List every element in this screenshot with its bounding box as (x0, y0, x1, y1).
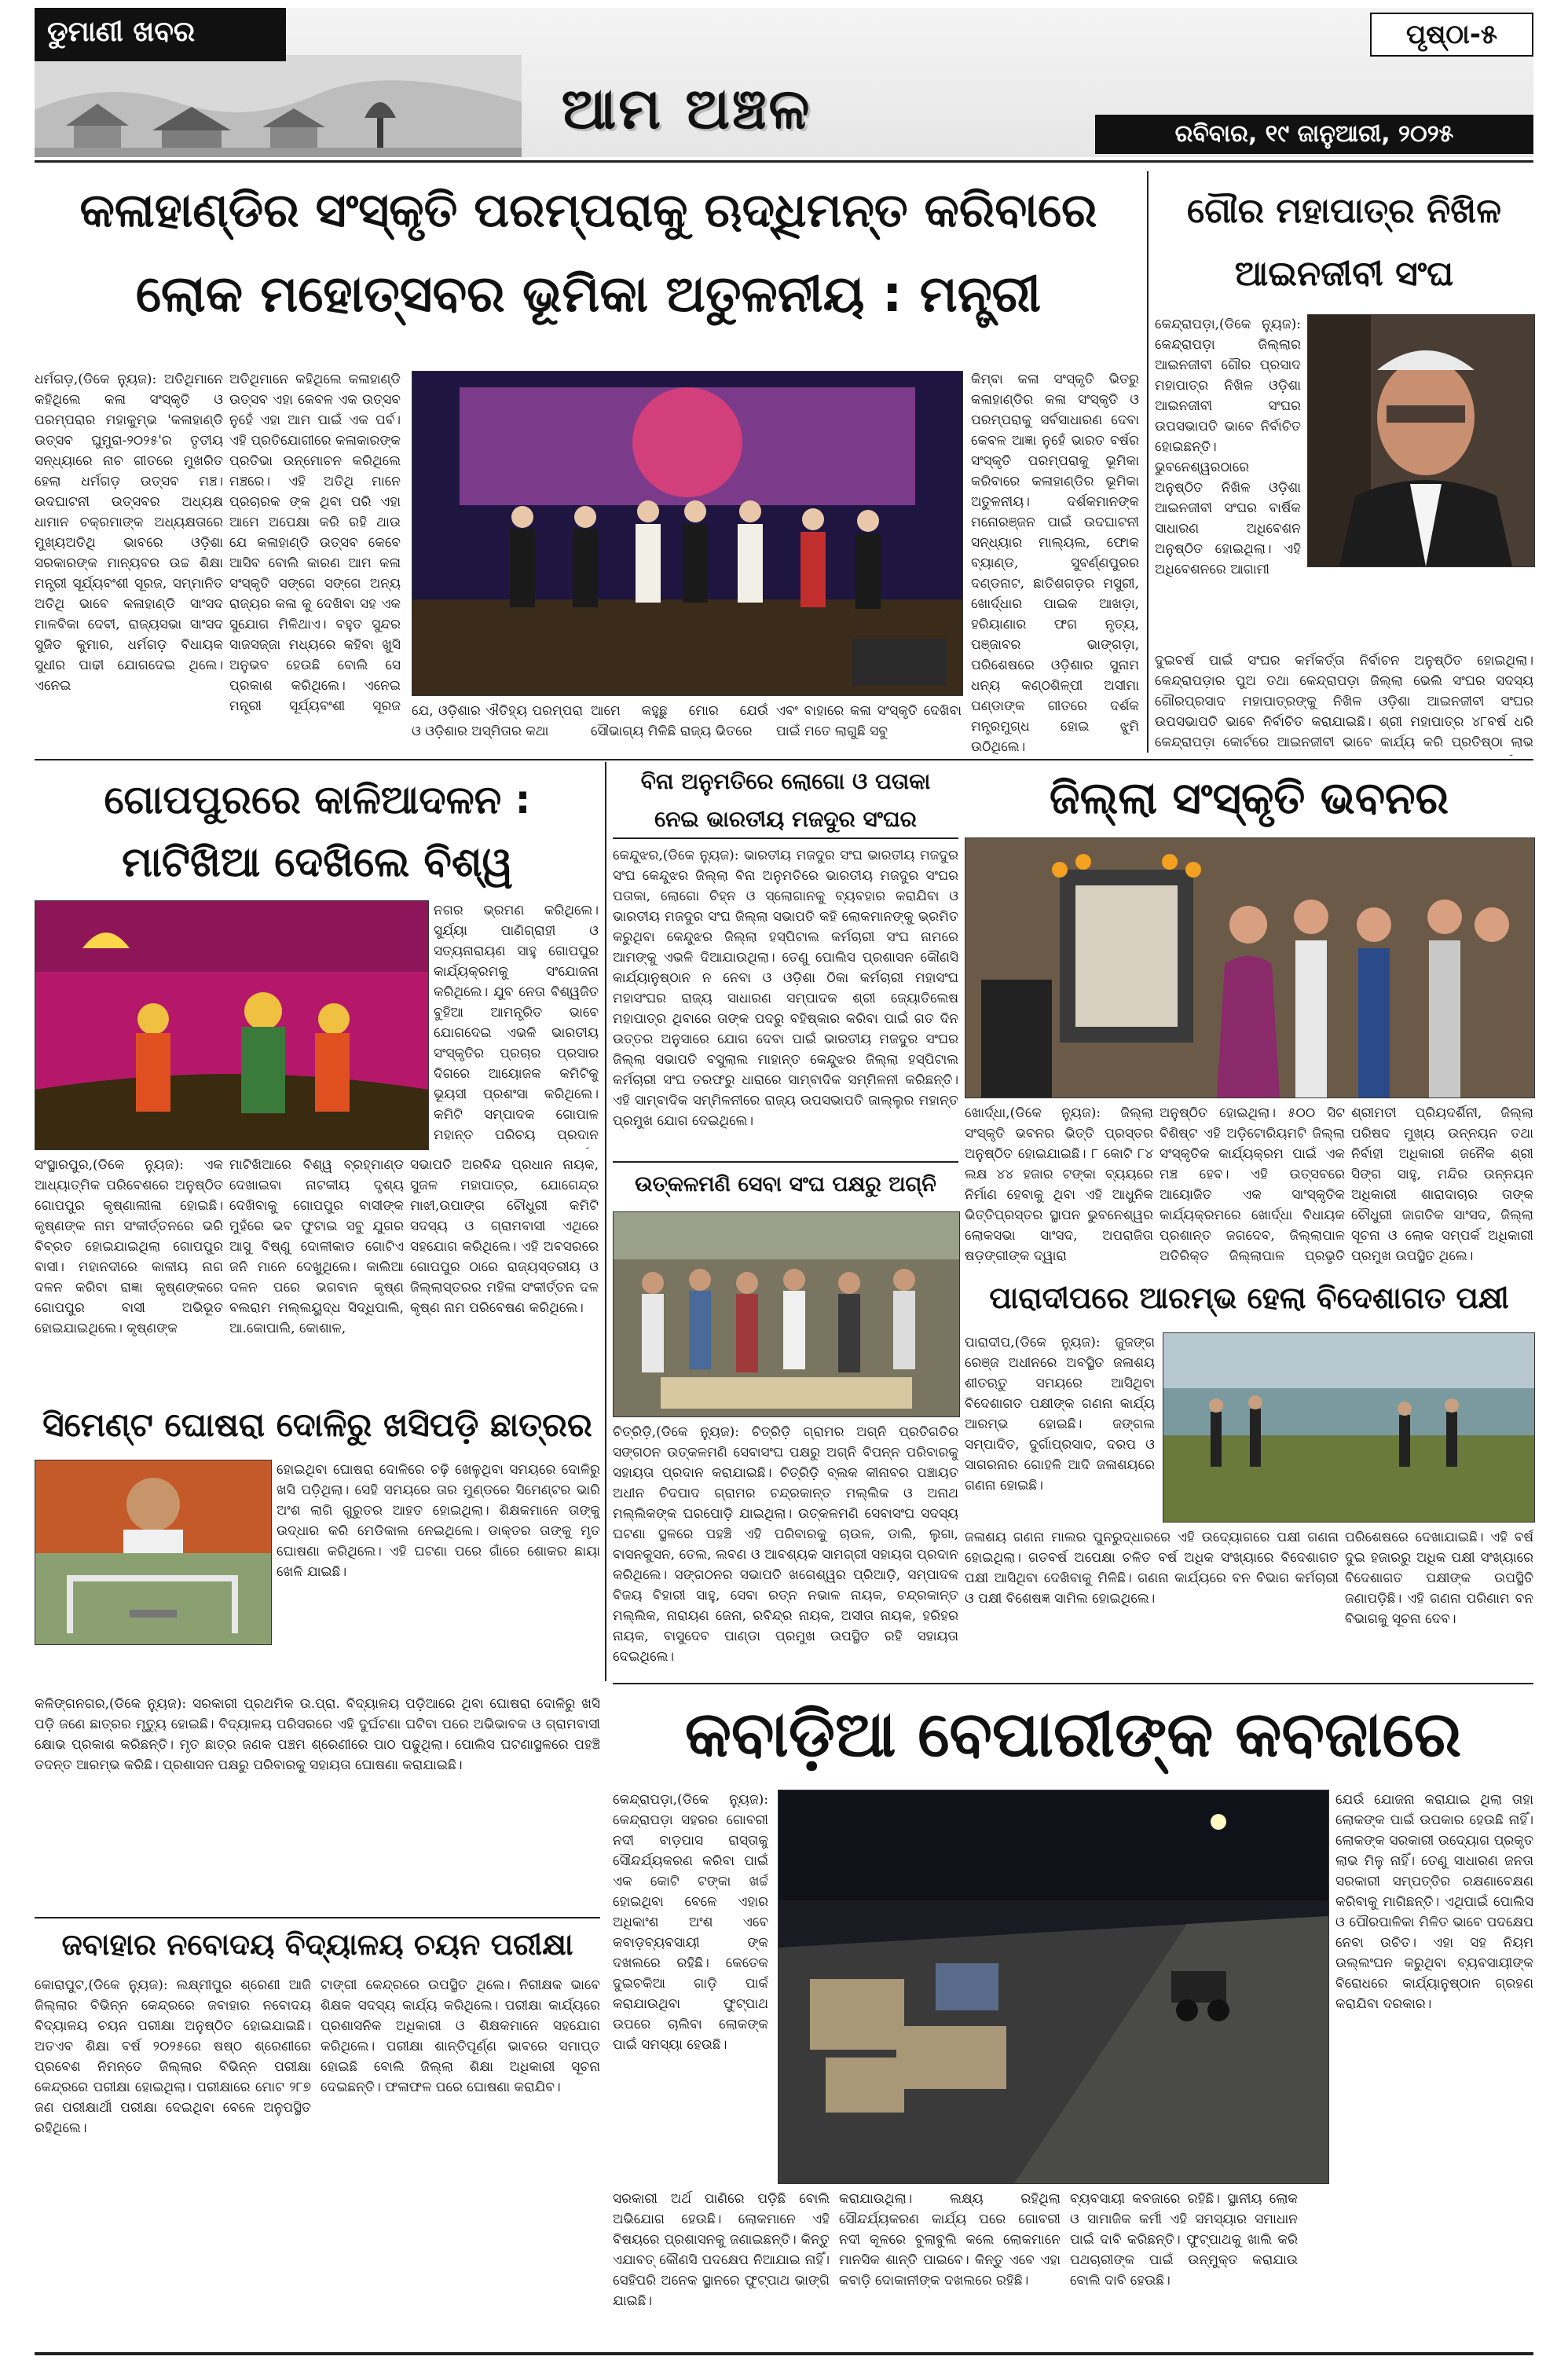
sanskruti-ceremony-photo (965, 837, 1535, 1098)
paradip-headline: ପାରାଦୀପରେ ଆରମ୍ଭ ହେଲା ବିଦେଶାଗତ ପକ୍ଷୀ (989, 1281, 1509, 1315)
navodaya-body-col1: କୋରାପୁଟ,(ଡିକେ ନ୍ୟୁଜ): ଲକ୍ଷ୍ମୀପୁର ଶ୍ରେଣୀ ଆଜି ଜିଲ୍ଲାର ବିଭିନ୍ନ କେନ୍ଦ୍ରରେ ଜବାହାର ନବୋଦୟ ବିଦ୍ୟାଳୟ ଚୟନ ପରୀକ୍ଷା ଅନୁଷ୍ଠିତ ହୋଇଯାଇଛି। ଅତଏବ ଶିକ୍ଷା ବର୍ଷ ୨୦୨୫ରେ ଷଷ୍ଠ ଶ୍ରେଣୀରେ ପ୍ରବେଶ ନିମନ୍ତେ ଜିଲ୍ଲାର ବିଭିନ୍ନ ପରୀକ୍ଷା କେନ୍ଦ୍ରରେ ପରୀକ୍ଷା ହୋଇଥିଲା। ପରୀକ୍ଷାରେ ମୋଟ ୨୮୭ ଜଣ ପରୀକ୍ଷାର୍ଥୀ ପରୀକ୍ଷା ଦେଇଥିବା ବେଳେ ଅନୁପସ୍ଥିତ ରହିଥିଲେ। (35, 1977, 311, 2136)
sanskruti-body-col3: ଶ୍ରୀମତୀ ପ୍ରିୟଦର୍ଶିନୀ, ଜିଲ୍ଲା ପରିଷଦ ମୁଖ୍ୟ ଉନ୍ନୟନ ତଥା ନିର୍ବାହୀ ଅଧିକାରୀ ଜନୈକ ଶ୍ରୀ ସିଙ୍ଗ ସାହୁ, ମନ୍ଦିର ଉନ୍ନୟନ ଅଧିକାରୀ ଶାରାଦାଚାର ତାଙ୍କ ଚୌଧୁରୀ ଜାଗତିକ ସାଂସଦ, ଜିଲ୍ଲା ସୂଚନା ଓ ଲୋକ ସମ୍ପର୍କ ଅଧିକାରୀ ପ୍ରମୁଖ ଉପସ୍ଥିତ ଥିଲେ। (1351, 1105, 1533, 1264)
gour-headline-line2: ଆଇନଜୀବୀ ସଂଘ (1234, 254, 1454, 294)
gour-headline-line1: ଗୌର ମହାପାତ୍ର ନିଖିଳ (1187, 191, 1501, 231)
paradip-birdcount-photo (1163, 1332, 1535, 1523)
masthead (35, 8, 1533, 157)
lead-headline-line2: ଲୋକ ମହୋତ୍ସବର ଭୂମିକା ଅତୁଳନୀୟ : ମନ୍ତ୍ରୀ (135, 266, 1042, 324)
paradip-body-right: ପରିଶେଷରେ ଦେଖାଯାଇଛି। ଏହି ବର୍ଷ ଦୁଇ ହଜାରରୁ ଅଧିକ ପକ୍ଷୀ ସଂଖ୍ୟାରେ ବିଦେଶାଗତ ପକ୍ଷୀଙ୍କ ଉପସ୍ଥିତି ଜଣାପଡ଼ିଛି। ଏହି ଗଣନା ପରିଣାମ ବନ ବିଭାଗକୁ ସୂଚନା ଦେବ। (1345, 1530, 1533, 1627)
logo-headline-line2: ନେଇ ଭାରତୀୟ ମଜଦୁର ସଂଘର (613, 801, 958, 839)
paradip-body-bottom: ଜଳାଶୟ ଗଣନା ମାଲର ପୁନରୁଦ୍ଧାରରେ ଏହି ଉଦ୍ୟୋଗରେ ପକ୍ଷୀ ଗଣନା ହୋଇଥିଲା। ଗତବର୍ଷ ଅପେକ୍ଷା ଚଳିତ ବର୍ଷ ଅଧିକ ସଂଖ୍ୟାରେ ବିଦେଶାଗତ ପକ୍ଷୀ ଆସିଥିବା ଦେଖିବାକୁ ମିଳିଛି। ଗଣନା କାର୍ଯ୍ୟରେ ବନ ବିଭାଗ କର୍ମଚାରୀ ଓ ପକ୍ଷୀ ବିଶେଷଜ୍ଞ ସାମିଲ ହୋଇଥିଲେ। (965, 1530, 1339, 1607)
gopapur-headline-line1: ଗୋପପୁରରେ କାଳିଆଦଳନ : (104, 777, 531, 823)
student-photos (35, 1460, 272, 1645)
footpath-body-col2: ସରକାରୀ ଅର୍ଥ ପାଣିରେ ପଡ଼ିଛି ବୋଲି ଅଭିଯୋଗ ହେଉଛି। ଲୋକମାନେ ଏହି ବିଷୟରେ ପ୍ରଶାସନକୁ ଜଣାଇଛନ୍ତି। କିନ୍ତୁ ଏଯାବତ୍ କୌଣସି ପଦକ୍ଷେପ ନିଆଯାଇ ନାହିଁ। ସେହିପରି ଅନେକ ସ୍ଥାନରେ ଫୁଟ୍‌ପାଥ ଭାଙ୍ଗି ଯାଇଛି। (613, 2191, 830, 2309)
gopapur-performance-photo (35, 900, 429, 1150)
lead-event-photo (412, 371, 963, 696)
issue-date: ରବିବାର, ୧୯ ଜାନୁଆରୀ, ୨୦୨୫ (1095, 115, 1533, 154)
lead-body-col2: ଅତିଥିମାନେ କହିଥିଲେ କଳାହାଣ୍ଡି ଉତ୍ସବ ଏହା କେବଳ ଏକ ଉତ୍ସବ ନୁହେଁ ଏହା ଆମ ପାଇଁ ଏକ ପର୍ବ। ଏହି ପ୍ରତିଯୋଗୀରେ କଳାକାରଙ୍କ ପ୍ରତିଭା ଉନ୍ମୋଚନ କରିଥିଲେ ମଞ୍ଚରେ। ଏହି ଅତିଥି ମାନେ ପ୍ରଚାରକ ଙ୍କ ଥିବା ପରି ଏହା ଆମେ ଅପେକ୍ଷା କରି ରହି ଥାଉ ଯେ କଳାହାଣ୍ଡି ଉତ୍ସବ କେବେ ଆସିବ ବୋଲି କାରଣ ଆମ କଳା ସଂସ୍କୃତି ସଙ୍ଗେ ସଙ୍ଗେ ଅନ୍ୟ ରାଜ୍ୟର କଳା କୁ ଦେଖିବା ସହ ଏକ ସୁଯୋଗ ମିଳିଥାଏ। ବହୁତ ସୁନ୍ଦର ସାଜସଜ୍ଜା ମଧ୍ୟରେ କହିବା ଖୁସି ଅନୁଭବ ହେଉଛି ବୋଲି ସେ ପ୍ରକାଶ କରିଥିଲେ। ଏନେଇ ମନ୍ତ୍ରୀ ସୂର୍ଯ୍ୟବଂଶୀ ସୂରଜ (229, 372, 401, 714)
gour-body-col1: କେନ୍ଦ୍ରାପଡ଼ା,(ଡିକେ ନ୍ୟୁଜ): କେନ୍ଦ୍ରାପଡ଼ା ଜିଲ୍ଲାର ଆଇନଜୀବୀ ଗୌର ପ୍ରସାଦ ମହାପାତ୍ର ନିଖିଳ ଓଡ଼ିଶା ଆଇନଜୀବୀ ସଂଘର ଉପସଭାପତି ଭାବେ ନିର୍ବାଚିତ ହୋଇଛନ୍ତି। ଭୁବନେଶ୍ୱରଠାରେ ଅନୁଷ୍ଠିତ ନିଖିଳ ଓଡ଼ିଶା ଆଇନଜୀବୀ ସଂଘର ବାର୍ଷିକ ସାଧାରଣ ଅଧିବେଶନ ଅନୁଷ୍ଠିତ ହୋଇଥିଲା। ଏହି ଅଧିବେଶନରେ ଆଗାମୀ (1155, 317, 1301, 577)
utkalamani-body: ଚିତ୍ରିଡ଼ି,(ଡିକେ ନ୍ୟୁଜ): ଚିତ୍ରିଡ଼ି ଗ୍ରାମର ଅଗ୍ନି ପ୍ରତିଗତିର ସଙ୍ଗଠନ ଉତ୍କଳମଣି ସେବାସଂଘ ପକ୍ଷରୁ ଅଗ୍ନି ବିପନ୍ନ ପରିବାରକୁ ସହାୟତା ପ୍ରଦାନ କରାଯାଇଛି। ଚିତ୍ରିଡ଼ି ବ୍ଲକ କୀନାବର ପଞ୍ଚାୟତ ଅଧୀନ ଚିଦପାଦ ଗ୍ରାମର ଚନ୍ଦ୍ରକାନ୍ତ ମଲ୍ଲିକ ଓ ଅନାଥ ମଲ୍ଲିକଙ୍କ ଘରପୋଡ଼ି ଯାଇଥିଲା। ଉତ୍କଳମଣି ସେବାସଂଘ ସଦସ୍ୟ ଘଟଣା ସ୍ଥଳରେ ପହଞ୍ଚି ଏହି ପରିବାରକୁ ଚାଉଳ, ଡାଲି, ଲୁଗା, ବାସନକୁସନ, ତେଲ, ଲବଣ ଓ ଆବଶ୍ୟକ ସାମଗ୍ରୀ ସହାୟତା ପ୍ରଦାନ କରିଥିଲେ। ସଙ୍ଗଠନର ସଭାପତି ଖଗେଶ୍ୱର ପ୍ରିଆଡ଼ି, ସମ୍ପାଦକ ବିଜୟ ବିହାରୀ ସାହୁ, ସେବା ରତ୍ନ ନଭାଳ ନାୟକ, ଚନ୍ଦ୍ରକାନ୍ତ ମଲ୍ଲିକ, ନାରାୟଣ ଜେନା, ରବିନ୍ଦ୍ର ନାୟକ, ଅସୀତା ନାୟକ, ହରିହର ନାୟକ, ବାସୁଦେବ ପାଣ୍ଡା ପ୍ରମୁଖ ଉପସ୍ଥିତ ରହି ସହାୟତା ଦେଇଥିଲେ। (613, 1424, 958, 1665)
village-illustration (35, 55, 522, 157)
page-bottom-rule (35, 2352, 1533, 2355)
logo-body: କେନ୍ଦୁଝର,(ଡିକେ ନ୍ୟୁଜ): ଭାରତୀୟ ମଜଦୁର ସଂଘ ଭାରତୀୟ ମଜଦୁର ସଂଘ କେନ୍ଦୁଝର ଜିଲ୍ଲା ବିନା ଅନୁମତିରେ ଭାରତୀୟ ମଜଦୁର ସଂଘର ପତାକା, ଲୋଗୋ ଚିହ୍ନ ଓ ସ୍ଲୋଗାନକୁ ବ୍ୟବହାର କରାଯିବା ଓ ଭାରତୀୟ ମଜଦୁର ସଂଘ ଜିଲ୍ଲା ସଭାପତି କହି ଲୋକମାନଙ୍କୁ ଭ୍ରମିତ କରୁଥିବା କେନ୍ଦୁଝର ଜିଲ୍ଲା ହସ୍ପିଟାଲ କର୍ମଚାରୀ ସଂଘ ନାମରେ ଆମଙ୍କୁ ଏଭଳି ଦିଆଯାଉଥିଲା। ତେଣୁ ପୋଲିସ ପ୍ରଶାସନ କୌଣସି କାର୍ଯ୍ୟାନୁଷ୍ଠାନ ନ ନେବା ଓ ଓଡ଼ିଶା ଠିକା କର୍ମଚାରୀ ମହାସଂଘ ମହାସଂଘର ରାଜ୍ୟ ସାଧାରଣ ସମ୍ପାଦକ ଶ୍ରୀ ଜ୍ୟୋତିଲେଷ ମହାପାତ୍ର ଥିବାରେ ତାଙ୍କ ପଦରୁ ବହିଷ୍କାର କରିବା ପାଇଁ ଗତ ଦିନ ଉତ୍ତର ଅନୁସାରେ ଯୋଗ ଦେବା ପାଇଁ ଭାରତୀୟ ମଜଦୁର ସଂଘର ଜିଲ୍ଲା ସଭାପତି ବସୁଲାଲ ମାହାନ୍ତ କେନ୍ଦୁଝର ଜିଲ୍ଲା ହସ୍ପିଟାଲ କର୍ମଚାରୀ ସଂଘ ତରଫରୁ ଧାରାରେ ସାମ୍ବାଦିକ ସମ୍ମିଳନୀ କରିଛନ୍ତି। ଏହି ସାମ୍ବାଦିକ ସମ୍ମିଳନୀରେ ରାଜ୍ୟ ଉପସଭାପତି ଜାଲ୍ଲୁର ମହାନ୍ତ ପ୍ରମୁଖ ଯୋଗ ଦେଇଥିଲେ। (613, 848, 958, 1129)
lead-caption-mid: ଆମେ କହୁଛୁ ମୋର ଯେଉଁ ସୌଭାଗ୍ୟ ମିଳିଛି ରାଜ୍ୟ ଭିତରେ (591, 703, 768, 739)
gopapur-body-col1: ସଂସ୍ଥାରପୁର,(ଡିକେ ନ୍ୟୁଜ): ଏକ ଆଧ୍ୟାତ୍ମିକ ପରିବେଶରେ ଅନୁଷ୍ଠିତ ଗୋପପୁର କୃଷ୍ଣାଲୀଳା ହୋଇଛି। କୃଷ୍ଣଙ୍କ ନାମ ସଂକୀର୍ତ୍ତନରେ ଭରି ବିବ୍ରତ ହୋଇଯାଇଥିଲା ଗୋପପୁର ବାସୀ। ମହାନଦୀରେ କାଳୀୟ ନାଗ ଦଳନ କରିବା ରାଜ୍ଞା କୃଷ୍ଣଙ୍କରେ ଗୋପପୁର ବାସୀ ଅଭିଭୂତ ହୋଇଯାଇଥିଲେ। କୃଷ୍ଣଙ୍କ (35, 1157, 223, 1336)
footpath-body-right: ଯେଉଁ ଯୋଜନା କରାଯାଇ ଥିଲା ତାହା ଲୋକଙ୍କ ପାଇଁ ଉପକାର ହେଉଛି ନାହିଁ। ଲୋକଙ୍କ ସରକାରୀ ଉଦ୍ୟୋଗ ପ୍ରକୃତ ଲାଭ ମିଳୁ ନାହିଁ। ତେଣୁ ସାଧାରଣ ଜନତା ସରକାରୀ ସମ୍ପତ୍ତିର ରକ୍ଷଣାବେକ୍ଷଣ କରିବାକୁ ମାଗିଛନ୍ତି। ଏଥିପାଇଁ ପୋଲିସ ଓ ପୌରପାଳିକା ମିଳିତ ଭାବେ ପଦକ୍ଷେପ ନେବା ଉଚିତ। ଏହା ସହ ନିୟମ ଉଲ୍ଲଂଘନ କରୁଥିବା ବ୍ୟବସାୟୀଙ୍କ ବିରୋଧରେ କାର୍ଯ୍ୟାନୁଷ୍ଠାନ ଗ୍ରହଣ କରାଯିବା ଦରକାର। (1335, 1792, 1533, 2012)
navodaya-headline: ଜବାହାର ନବୋଦୟ ବିଦ୍ୟାଳୟ ଚୟନ ପରୀକ୍ଷା (35, 1917, 600, 1970)
section-rule (35, 759, 1533, 760)
student-body-top: ହୋଇଥିବା ଘୋଷରା ଦୋଳିରେ ଚଢ଼ି ଖେଳୁଥିବା ସମୟରେ ଦୋଳିରୁ ଖସି ପଡ଼ିଥିଲା। ସେହି ସମୟରେ ତାର ମୁଣ୍ଡରେ ସିମେଣ୍ଟର ଭାରି ଅଂଶ ଲାଗି ଗୁରୁତର ଆହତ ହୋଇଥିଲା। ଶିକ୍ଷକମାନେ ତାଙ୍କୁ ଉଦ୍ଧାର କରି ମେଡିକାଲ ନେଇଥିଲେ। ଡାକ୍ତର ତାଙ୍କୁ ମୃତ ଘୋଷଣା କରିଥିଲେ। ଏହି ଘଟଣା ପରେ ଗାଁରେ ଶୋକର ଛାୟା ଖେଳି ଯାଇଛି। (277, 1462, 600, 1580)
student-body-bottom: କଳିଙ୍ଗନଗର,(ଡିକେ ନ୍ୟୁଜ): ସରକାରୀ ପ୍ରଥମିକ ଉ.ପ୍ରା. ବିଦ୍ୟାଳୟ ପଡ଼ିଆରେ ଥିବା ଘୋଷରା ଦୋଳିରୁ ଖସି ପଡ଼ି ଜଣେ ଛାତ୍ରର ମୃତ୍ୟୁ ହୋଇଛି। ବିଦ୍ୟାଳୟ ପରିସରରେ ଏହି ଦୁର୍ଘଟଣା ଘଟିବା ପରେ ଅଭିଭାବକ ଓ ଗ୍ରାମବାସୀ କ୍ଷୋଭ ପ୍ରକାଶ କରିଛନ୍ତି। ମୃତ ଛାତ୍ର ଜଣକ ପଞ୍ଚମ ଶ୍ରେଣୀରେ ପାଠ ପଢୁଥିଲା। ପୋଲିସ ଘଟଣାସ୍ଥଳରେ ପହଞ୍ଚି ତଦନ୍ତ ଆରମ୍ଭ କରିଛି। ପ୍ରଶାସନ ପକ୍ଷରୁ ପରିବାରକୁ ସହାୟତା ଘୋଷଣା କରାଯାଇଛି। (35, 1696, 600, 1773)
gopapur-headline-line2: ମାଟିଖିଆ ଦେଖିଲେ ବିଶ୍ୱ (122, 839, 513, 886)
lead-caption-left: ଯେ, ଓଡ଼ିଶାର ଐତିହ୍ୟ ପରମ୍ପରା ଓ ଓଡ଼ିଶାର ଅସ୍ମିତାର କଥା (412, 703, 583, 739)
gopapur-body-col2: ମାଟିଖିଆରେ ବିଶ୍ୱ ବ୍ରହ୍ମାଣ୍ଡ ଦେଖାଇବା ନାଟକୀୟ ଦୃଶ୍ୟ ଦେଖିବାକୁ ଗୋପପୁର ବାସୀଙ୍କ ମୁହଁରେ ଭବ ଫୁଟାଇ ସବୁ ଯୁଗର ଆସୁ ବିଷ୍ଣୁ ଦୋଳୀକାଡ ଗୋଟିଏ ଜନି ମାନେ ଦେଖୁଥିଲେ। କାଲିଆ ଦଳନ ପରେ ଭଗବାନ କୃଷ୍ଣ ବଲରାମ ମଲ୍ଲୟୁଦ୍ଧ ସିଦ୍ଧିପାଲି, ଆ.କୋପାଲି, କୋଶାଳ, (229, 1157, 404, 1336)
lead-body-col3: କିମ୍ବା କଳା ସଂସ୍କୃତି ଭିତରୁ କଳାହାଣ୍ଡିର କଳା ସଂସ୍କୃତି ଓ ପରମ୍ପରାକୁ ସର୍ବସାଧାରଣ ଦେବା କେବଳ ଆଜ୍ଞା ନୁହେଁ ଭାରତ ବର୍ଷର ସଂସ୍କୃତି ପରମ୍ପରାକୁ ଭୂମିକା କରିବାରେ କଳାହାଣ୍ଡିର ଭୂମିକା ଅତୁଳନୀୟ। ଦର୍ଶକମାନଙ୍କ ମନୋରଞ୍ଜନ ପାଇଁ ଉଦଘାଟନୀ ସନ୍ଧ୍ୟାର ମାଲ୍ୟଲ, ଫୋକ ବ୍ୟାଣ୍ଡ, ସୁବର୍ଣ୍ଣପୁରର ଦଣ୍ଡନାଟ, ଛାତିଶଗଡ଼ର ମସୁରୀ, ଖୋର୍ଦ୍ଧାର ପାଇକ ଆଖଡ଼ା, ହରିୟାଣାର ଫଗ ନୃତ୍ୟ, ପଞ୍ଜାବର ଭାଙ୍ଗଡ଼ା, ପରିଶେଷରେ ଓଡ଼ିଶାର ସୁନାମ ଧନ୍ୟ କଣ୍ଠଶିଳ୍ପୀ ଅସୀମା ପଣ୍ଡାଙ୍କ ଗୀତରେ ଦର୍ଶକ ମନ୍ତ୍ରମୁଗ୍ଧ ହୋଇ ଝୁମି ଉଠିଥିଲେ। (971, 372, 1139, 754)
footpath-body-col1: କେନ୍ଦ୍ରାପଡ଼ା,(ଡିକେ ନ୍ୟୁଜ): କେନ୍ଦ୍ରାପଡ଼ା ସହରର ଗୋବରୀ ନଦୀ ବାଡ଼ପାସ ରାସ୍ତାକୁ ସୌନ୍ଦର୍ଯ୍ୟକରଣ କରିବା ପାଇଁ ଏକ କୋଟି ଟଙ୍କା ଖର୍ଚ୍ଚ ହୋଇଥିବା ବେଳେ ଏହାର ଅଧିକାଂଶ ଅଂଶ ଏବେ କବାଡ଼ବ୍ୟବସାୟୀ ଙ୍କ ଦଖଲରେ ରହିଛି। କେତେକ ଦୁଇଚକିଆ ଗାଡ଼ି ପାର୍କ କରାଯାଉଥିବା ଫୁଟ୍‌ପାଥ ଉପରେ ଚାଲିବା ଲୋକଙ୍କ ପାଇଁ ସମସ୍ୟା ହେଉଛି। (613, 1792, 768, 2053)
masthead-rule (35, 160, 1533, 163)
column-rule (1147, 171, 1149, 753)
gopapur-body-right: ନଗର ଭ୍ରମଣ କରିଥିଲେ। ସୁର୍ଯ୍ୟା ପାଣିଗ୍ରାହୀ ଓ ସତ୍ୟନାରାୟଣ ସାହୁ ଗୋପପୁର କାର୍ଯ୍ୟକ୍ରମକୁ ସଂଯୋଜନା କରିଥିଲେ। ଯୁବ ନେତା ବିଶ୍ୱଜିତ ବୁହିଆ ଆମନ୍ତ୍ରିତ ଭାବେ ଯୋଗଦେଇ ଏଭଳି ଭାରତୀୟ ସଂସ୍କୃତିର ପ୍ରଚାର ପ୍ରସାର ଦିଗରେ ଆୟୋଜକ କମିଟିକୁ ଭୂୟସୀ ପ୍ରଶଂସା କରିଥିଲେ। କମିଟି ସମ୍ପାଦକ ଗୋପାଳ ମହାନ୍ତ ପରିଚୟ ପ୍ରଦାନ (434, 903, 599, 1143)
footpath-body-col4: ବ୍ୟବସାୟୀ କବଜାରେ ରହିଛି। ସ୍ଥାନୀୟ ଲୋକ ଓ ସାମାଜିକ କର୍ମୀ ଏହି ସମସ୍ୟାର ସମାଧାନ ପାଇଁ ଦାବି କରିଛନ୍ତି। ଫୁଟ୍‌ପାଥକୁ ଖାଲି କରି ପଥଚାରୀଙ୍କ ପାଇଁ ଉନ୍ମୁକ୍ତ କରାଯାଉ ବୋଲି ଦାବି ହେଉଛି। (1070, 2191, 1298, 2289)
section-title: ଆମ ଅଞ୍ଚଳ (561, 75, 812, 141)
footpath-body-col3: କରାଯାଉଥିଲା। ଲକ୍ଷ୍ୟ ରହିଥିଲା ସୌନ୍ଦର୍ଯ୍ୟକରଣ କାର୍ଯ୍ୟ ପରେ ଗୋବରୀ ନଦୀ କୂଳରେ ବୁଲାବୁଲି କଲେ ଲୋକମାନେ ମାନସିକ ଶାନ୍ତି ପାଇବେ। କିନ୍ତୁ ଏବେ ଏହା କବାଡ଼ି ଦୋକାନୀଙ୍କ ଦଖଲରେ ରହିଛି। (839, 2191, 1061, 2289)
navodaya-body-col2: ଟାଙ୍ଗୀ କେନ୍ଦ୍ରରେ ଉପସ୍ଥିତ ଥିଲେ। ନିରୀକ୍ଷକ ଭାବେ ଶିକ୍ଷକ ସଦସ୍ୟ କାର୍ଯ୍ୟ କରିଥିଲେ। ପରୀକ୍ଷା କାର୍ଯ୍ୟରେ ପ୍ରଶାସନିକ ଅଧିକାରୀ ଓ ଶିକ୍ଷକମାନେ ସହଯୋଗ କରିଥିଲେ। ପରୀକ୍ଷା ଶାନ୍ତିପୂର୍ଣ୍ଣ ଭାବରେ ସମାପ୍ତ ହୋଇଛି ବୋଲି ଜିଲ୍ଲା ଶିକ୍ଷା ଅଧିକାରୀ ସୂଚନା ଦେଇଛନ୍ତି। ଫଳାଫଳ ପରେ ଘୋଷଣା କରାଯିବ। (321, 1977, 600, 2095)
sanskruti-body-col2: ଅନୁଷ୍ଠିତ ହୋଇଥିଲା। ୫୦୦ ସିଟ ବିଶିଷ୍ଟ ଏହି ଅଡ଼ିଟୋରିୟମଟି ଜିଲ୍ଲା ସଂସ୍କୃତିକ କାର୍ଯ୍ୟକ୍ରମ ପାଇଁ ଏକ ମଞ୍ଚ ହେବ। ଏହି ଉତ୍ସବରେ ଆୟୋଜିତ ଏକ ସାଂସ୍କୃତିକ କାର୍ଯ୍ୟକ୍ରମରେ ଖୋର୍ଦ୍ଧା ବିଧାୟକ ପ୍ରଶାନ୍ତ ଜଗଦେବ, ଜିଲ୍ଲାପାଳ ଅତିରିକ୍ତ ଜିଲ୍ଲାପାଳ ପ୍ରଭୃତି (1160, 1105, 1345, 1264)
sanskruti-body-col1: ଖୋର୍ଦ୍ଧା,(ଡିକେ ନ୍ୟୁଜ): ଜିଲ୍ଲା ସଂସ୍କୃତି ଭବନର ଭିତ୍ତି ପ୍ରସ୍ତର ଅନୁଷ୍ଠିତ ହୋଇଯାଇଛି। ୮ କୋଟି ୮୪ ଲକ୍ଷ ୪୪ ହଜାର ଟଙ୍କା ବ୍ୟୟରେ ନିର୍ମାଣ ହେବାକୁ ଥିବା ଏହି ଆଧୁନିକ ଭିତ୍ତିପ୍ରସ୍ତର ସ୍ଥାପନ ଭୁବନେଶ୍ୱର ଲୋକସଭା ସାଂସଦ, ଅପରାଜିତା ଷଡ଼ଙ୍ଗୀଙ୍କ ଦ୍ୱାରା (965, 1105, 1153, 1264)
gour-body-wide: ଦୁଇବର୍ଷ ପାଇଁ ସଂଘର କର୍ମକର୍ତ୍ତା ନିର୍ବାଚନ ଅନୁଷ୍ଠିତ ହୋଇଥିଲା। କେନ୍ଦ୍ରାପଡ଼ାର ପୁଅ ତଥା କେନ୍ଦ୍ରାପଡ଼ା ଜିଲ୍ଲା ଭେଲି ସଂଘର ସଦସ୍ୟ ଗୌରପ୍ରସାଦ ମହାପାତ୍ରଙ୍କୁ ନିଖିଳ ଓଡ଼ିଶା ଆଇନଜୀବୀ ସଂଘର ଉପସଭାପତି ଭାବେ ନିର୍ବାଚିତ କରାଯାଇଛି। ଶ୍ରୀ ମହାପାତ୍ର ୪୮ବର୍ଷ ଧରି କେନ୍ଦ୍ରାପଡ଼ା କୋର୍ଟରେ ଆଇନଜୀବୀ ଭାବେ କାର୍ଯ୍ୟ କରି ପ୍ରତିଷ୍ଠା ଲାଭ (1155, 653, 1533, 750)
page-number: ପୃଷ୍ଠା-୫ (1370, 13, 1533, 57)
lead-caption-right: ଏବଂ ବାହାରେ କଳା ସଂସ୍କୃତି ଦେଖିବା ପାଇଁ ମତେ ଲାଗୁଛି ସବୁ (776, 703, 962, 739)
sanskruti-headline: ଜିଲ୍ଲା ସଂସ୍କୃତି ଭବନର (1049, 773, 1449, 824)
lead-headline-line1: କଳାହାଣ୍ଡିର ସଂସ୍କୃତି ପରମ୍ପରାକୁ ଋଦ୍ଧିମନ୍ତ କରିବାରେ (79, 183, 1097, 238)
section-rule (613, 1683, 1533, 1684)
footpath-headline: କବାଡ଼ିଆ ବେପାରୀଙ୍କ କବଜାରେ (684, 1698, 1462, 1771)
gopapur-body-col3: ସଭାପତି ଅରବିନ୍ଦ ପ୍ରଧାନ ନାୟକ, ସୁଜଳ ମହାପାତ୍ର, ଯୋଗେନ୍ଦ୍ର ମାଝୀ,ଉପାଙ୍ଗ ଚୌଧୁରୀ କମିଟି ସଦସ୍ୟ ଓ ଗ୍ରାମବାସୀ ଏଥିରେ ସହଯୋଗ କରିଥିଲେ। ଏହି ଅବସରରେ ଗୋପପୁର ଠାରେ ରାଜ୍ୟସ୍ତରୀୟ ଓ ଜିଲ୍ଲାସ୍ତରର ମହିଳା ସଂକୀର୍ତ୍ତନ ଦଳ କୃଷ୍ଣ ନାମ ପରିବେଷଣ କରିଥିଲେ। (410, 1157, 599, 1316)
brand-name: ଡୁମାଣୀ ଖବର (35, 8, 286, 61)
utkalamani-relief-photo (613, 1211, 960, 1417)
footpath-night-photo (778, 1790, 1329, 2184)
paradip-body-top: ପାରାଦୀପ,(ଡିକେ ନ୍ୟୁଜ): ଜୁଜଙ୍ଗ ରେଞ୍ଜ ଅଧୀନରେ ଅବସ୍ଥିତ ଜଳାଶୟ ଶୀତଋତୁ ସମୟରେ ଆସିଥିବା ବିଦେଶାଗତ ପକ୍ଷୀଙ୍କ ଗଣନା କାର୍ଯ୍ୟ ଆରମ୍ଭ ହୋଇଛି। ଜଙ୍ଗଲ ସମ୍ପାଦିତ, ଦୁର୍ଗାପ୍ରସାଦ, ଦରପ ଓ ସାଗରନାର ଗୋହଳି ଆଦି ଜଳାଶୟରେ ଗଣନା ହୋଇଛି। (965, 1335, 1155, 1493)
column-rule (605, 762, 606, 1681)
utkalamani-headline: ଉତ୍କଳମଣି ସେବା ସଂଘ ପକ୍ଷରୁ ଅଗ୍ନି (613, 1161, 958, 1207)
gour-portrait-photo (1307, 314, 1535, 567)
lead-body-col1: ଧର୍ମଗଡ଼,(ଡିକେ ନ୍ୟୁଜ): ଅତିଥିମାନେ କହିଥିଲେ କଳା ସଂସ୍କୃତି ଓ ପରମ୍ପରାର ମହାକୁମ୍ଭ 'କଳାହାଣ୍ଡି ଉତ୍ସବ ଘୁମୁରା-୨୦୨୫'ର ତୃତୀୟ ସନ୍ଧ୍ୟାରେ ନାଚ ଗୀତରେ ମୁଖରିତ ହେଲା ଧର୍ମଗଡ଼ ଉତ୍ସବ ମଞ୍ଚ। ଉଦଘାଟନୀ ଉତ୍ସବର ଅଧ୍ୟକ୍ଷ ଧାମାନ ଚକ୍ରମାଙ୍କ ଅଧ୍ୟକ୍ଷତାରେ ମୁଖ୍ୟଅତିଥି ଭାବରେ ଓଡ଼ିଶା ସରକାରଙ୍କ ମାନ୍ୟବର ଉଚ୍ଚ ଶିକ୍ଷା ମନ୍ତ୍ରୀ ସୂର୍ଯ୍ୟବଂଶୀ ସୂରଜ, ସମ୍ମାନିତ ଅତିଥି ଭାବେ କଳାହାଣ୍ଡି ସାଂସଦ ମାଳବିକା ଦେବୀ, ରାଜ୍ୟସଭା ସାଂସଦ ସୁଜିତ କୁମାର, ଧର୍ମଗଡ଼ ବିଧାୟକ ସୁଧୀର ପାଢୀ ଯୋଗଦେଇ ଥିଲେ। ଏନେଇ (35, 372, 223, 694)
student-headline: ସିମେଣ୍ଟ ଘୋଷରା ଦୋଳିରୁ ଖସିପଡ଼ି ଛାତ୍ରର (42, 1405, 592, 1444)
logo-headline-line1: ବିନା ଅନୁମତିରେ ଲୋଗୋ ଓ ପତାକା (640, 768, 931, 794)
